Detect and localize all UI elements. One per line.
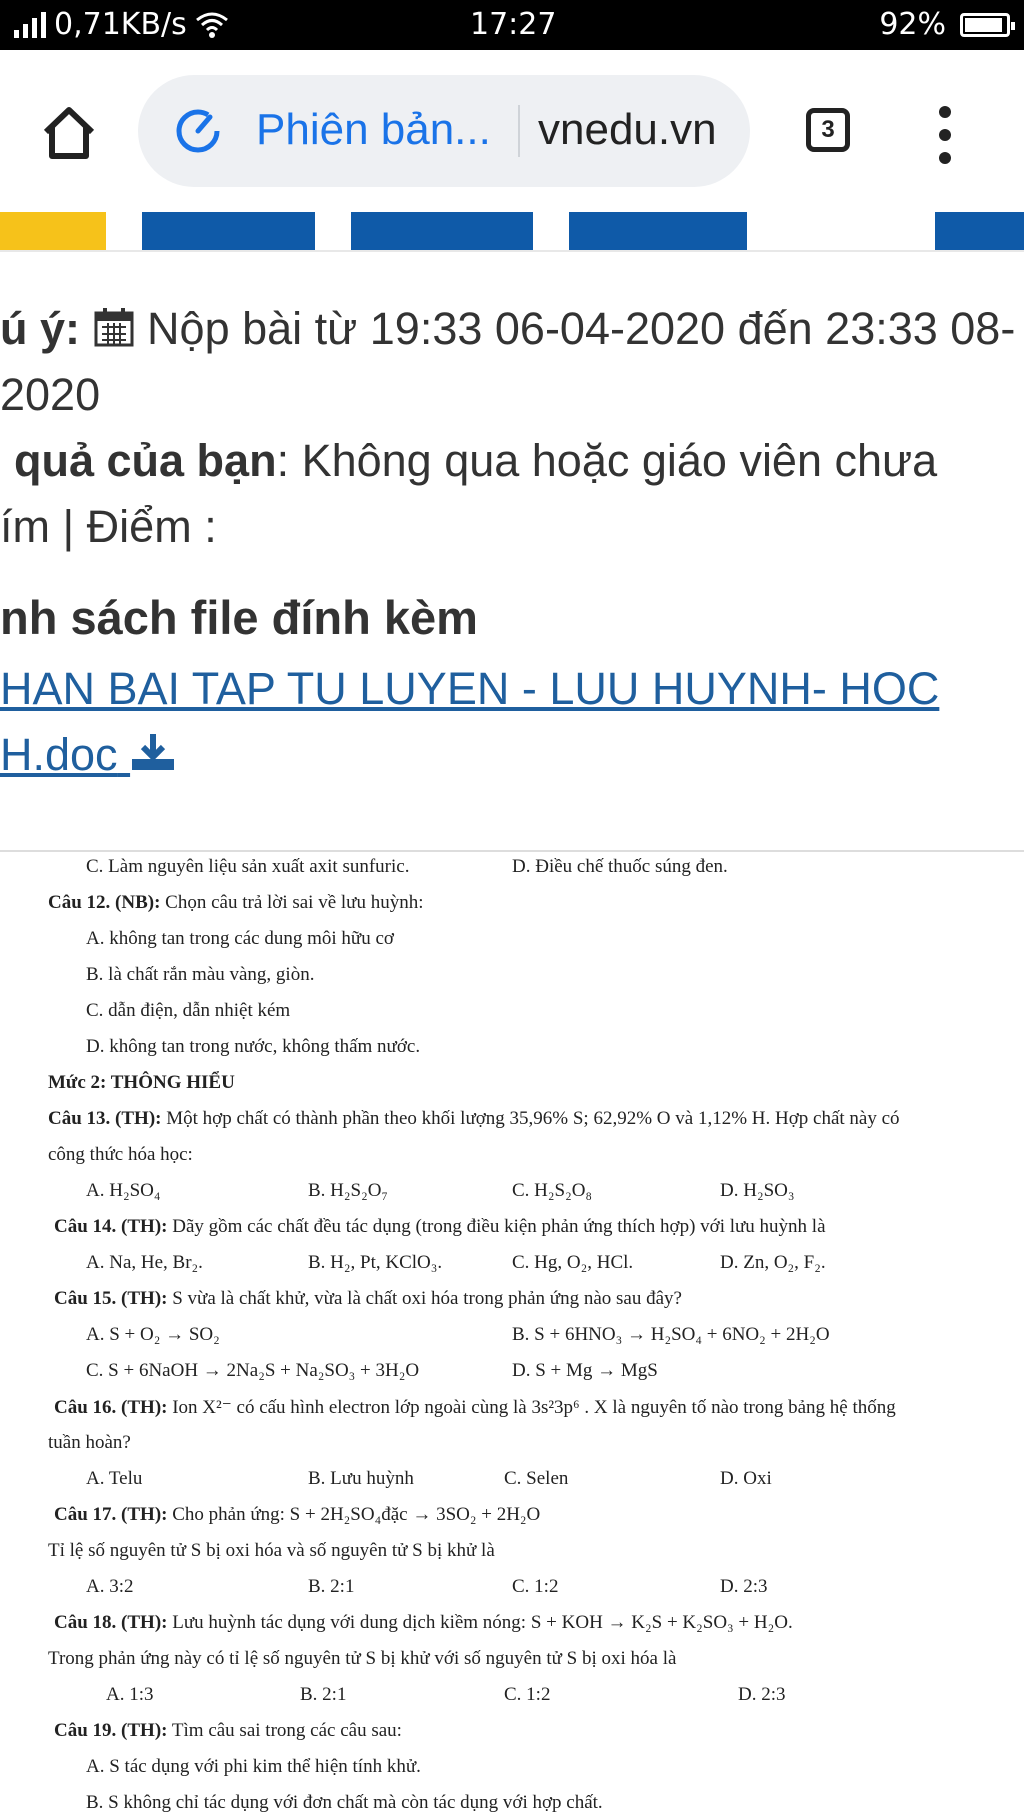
option-d: D. Điều chế thuốc súng đen. bbox=[512, 856, 728, 877]
option-c: C. Làm nguyên liệu sản xuất axit sunfuric. bbox=[86, 856, 410, 877]
q14-option-c: C. Hg, O₂, HCl. bbox=[512, 1252, 634, 1273]
page-nav-strip bbox=[0, 212, 1024, 252]
q18-option-b: B. 2:1 bbox=[300, 1684, 347, 1705]
clock: 17:27 bbox=[470, 7, 557, 42]
lite-mode-icon bbox=[174, 107, 222, 155]
question-15: Câu 15. (TH): S vừa là chất khử, vừa là chất oxi hóa trong phản ứng nào sau đây? bbox=[54, 1288, 682, 1309]
q13-option-c: C. H₂S₂O₈ bbox=[512, 1180, 593, 1201]
more-menu-icon[interactable] bbox=[934, 106, 956, 164]
question-18-cont: Trong phản ứng này có tỉ lệ số nguyên tử S bị khử với số nguyên tử S bị oxi hóa là bbox=[48, 1648, 677, 1669]
question-13: Câu 13. (TH): Một hợp chất có thành phần theo khối lượng 35,96% S; 62,92% O và 1,12% H. Hợp chất này có bbox=[48, 1108, 900, 1129]
attachments-heading: nh sách file đính kèm bbox=[0, 591, 478, 644]
q15-option-a: A. S + O₂ → SO₂ bbox=[86, 1324, 220, 1345]
battery-percent: 92% bbox=[879, 7, 946, 42]
battery-icon bbox=[960, 13, 1010, 37]
attachment-link-line2[interactable]: H.doc bbox=[0, 729, 118, 780]
nav-tab-4[interactable] bbox=[935, 212, 1024, 250]
question-14: Câu 14. (TH): Dãy gồm các chất đều tác dụng (trong điều kiện phản ứng thích hợp) với lưu huỳnh là bbox=[54, 1216, 826, 1237]
q12-option-b: B. là chất rắn màu vàng, giòn. bbox=[86, 964, 315, 985]
nav-tab-3[interactable] bbox=[569, 212, 747, 250]
q14-option-b: B. H₂, Pt, KClO₃. bbox=[308, 1252, 443, 1273]
status-left bbox=[14, 7, 229, 42]
q17-option-b: B. 2:1 bbox=[308, 1576, 355, 1597]
nav-tab-yellow[interactable] bbox=[0, 212, 106, 250]
domain-text: vnedu.vn bbox=[538, 105, 717, 154]
download-icon[interactable] bbox=[130, 732, 176, 772]
q12-option-c: C. dẫn điện, dẫn nhiệt kém bbox=[86, 1000, 291, 1021]
browser-toolbar bbox=[0, 50, 1024, 212]
q19-option-a: A. S tác dụng với phi kim thể hiện tính khử. bbox=[86, 1756, 421, 1777]
document-preview bbox=[0, 852, 1024, 1820]
q16-option-d: D. Oxi bbox=[720, 1468, 772, 1489]
q13-option-d: D. H₂SO₃ bbox=[720, 1180, 795, 1201]
page-title: Phiên bản... bbox=[256, 105, 491, 154]
url-separator bbox=[518, 105, 520, 157]
q13-option-b: B. H₂S₂O₇ bbox=[308, 1180, 389, 1201]
q13-option-a: A. H₂SO₄ bbox=[86, 1180, 161, 1201]
q14-option-a: A. Na, He, Br₂. bbox=[86, 1252, 203, 1273]
calendar-icon bbox=[93, 306, 135, 348]
q16-option-b: B. Lưu huỳnh bbox=[308, 1468, 414, 1489]
q16-option-a: A. Telu bbox=[86, 1468, 143, 1489]
question-16-cont: tuần hoàn? bbox=[48, 1432, 131, 1453]
result-label: quả của bạn bbox=[14, 435, 277, 486]
q17-option-d: D. 2:3 bbox=[720, 1576, 768, 1597]
nav-tab-2[interactable] bbox=[351, 212, 533, 250]
result-text-2: ím | Điểm : bbox=[0, 501, 217, 552]
attachment-link-line1[interactable]: HAN BAI TAP TU LUYEN - LUU HUYNH- HOC bbox=[0, 663, 940, 714]
q18-option-c: C. 1:2 bbox=[504, 1684, 551, 1705]
q19-option-b: B. S không chỉ tác dụng với đơn chất mà còn tác dụng với hợp chất. bbox=[86, 1792, 603, 1813]
signal-icon bbox=[14, 12, 46, 38]
q15-option-c: C. S + 6NaOH → 2Na₂S + Na₂SO₃ + 3H₂O bbox=[86, 1360, 420, 1381]
q14-option-d: D. Zn, O₂, F₂. bbox=[720, 1252, 826, 1273]
battery-fill bbox=[965, 18, 1002, 32]
note-label: ú ý: bbox=[0, 303, 81, 354]
q17-option-a: A. 3:2 bbox=[86, 1576, 134, 1597]
note-text-2: 2020 bbox=[0, 369, 101, 420]
tab-switcher-button[interactable]: 3 bbox=[806, 108, 850, 152]
question-16: Câu 16. (TH): Ion X²⁻ có cấu hình electron lớp ngoài cùng là 3s²3p⁶ . X là nguyên tố nào trong bảng hệ thống bbox=[54, 1397, 896, 1418]
status-bar bbox=[0, 0, 1024, 50]
question-18: Câu 18. (TH): Lưu huỳnh tác dụng với dung dịch kiềm nóng: S + KOH → K₂S + K₂SO₃ + H₂O. bbox=[54, 1612, 793, 1633]
result-text: : Không qua hoặc giáo viên chưa bbox=[276, 435, 938, 486]
nav-tab-1[interactable] bbox=[142, 212, 315, 250]
q15-option-b: B. S + 6HNO₃ → H₂SO₄ + 6NO₂ + 2H₂O bbox=[512, 1324, 830, 1345]
q17-option-c: C. 1:2 bbox=[512, 1576, 559, 1597]
submission-note bbox=[0, 296, 1015, 362]
question-17-cont: Tỉ lệ số nguyên tử S bị oxi hóa và số nguyên tử S bị khử là bbox=[48, 1540, 495, 1561]
wifi-icon bbox=[195, 11, 229, 39]
question-17: Câu 17. (TH): Cho phản ứng: S + 2H₂SO₄đặc → 3SO₂ + 2H₂O bbox=[54, 1504, 541, 1525]
note-text: Nộp bài từ 19:33 06-04-2020 đến 23:33 08- bbox=[147, 303, 1016, 354]
home-icon[interactable] bbox=[38, 102, 100, 164]
level-heading: Mức 2: THÔNG HIỂU bbox=[48, 1072, 235, 1093]
q12-option-a: A. không tan trong các dung môi hữu cơ bbox=[86, 928, 394, 949]
address-bar[interactable] bbox=[138, 75, 750, 187]
question-19: Câu 19. (TH): Tìm câu sai trong các câu sau: bbox=[54, 1720, 402, 1741]
q18-option-a: A. 1:3 bbox=[106, 1684, 154, 1705]
question-13-cont: công thức hóa học: bbox=[48, 1144, 193, 1165]
result-line bbox=[0, 428, 937, 494]
attachment-link[interactable] bbox=[0, 656, 939, 788]
status-right bbox=[879, 7, 1010, 42]
network-speed: 0,71KB/s bbox=[54, 7, 187, 42]
q15-option-d: D. S + Mg → MgS bbox=[512, 1360, 658, 1381]
q12-option-d: D. không tan trong nước, không thấm nước. bbox=[86, 1036, 421, 1057]
q16-option-c: C. Selen bbox=[504, 1468, 569, 1489]
question-12: Câu 12. (NB): Chọn câu trả lời sai về lưu huỳnh: bbox=[48, 892, 424, 913]
q18-option-d: D. 2:3 bbox=[738, 1684, 786, 1705]
